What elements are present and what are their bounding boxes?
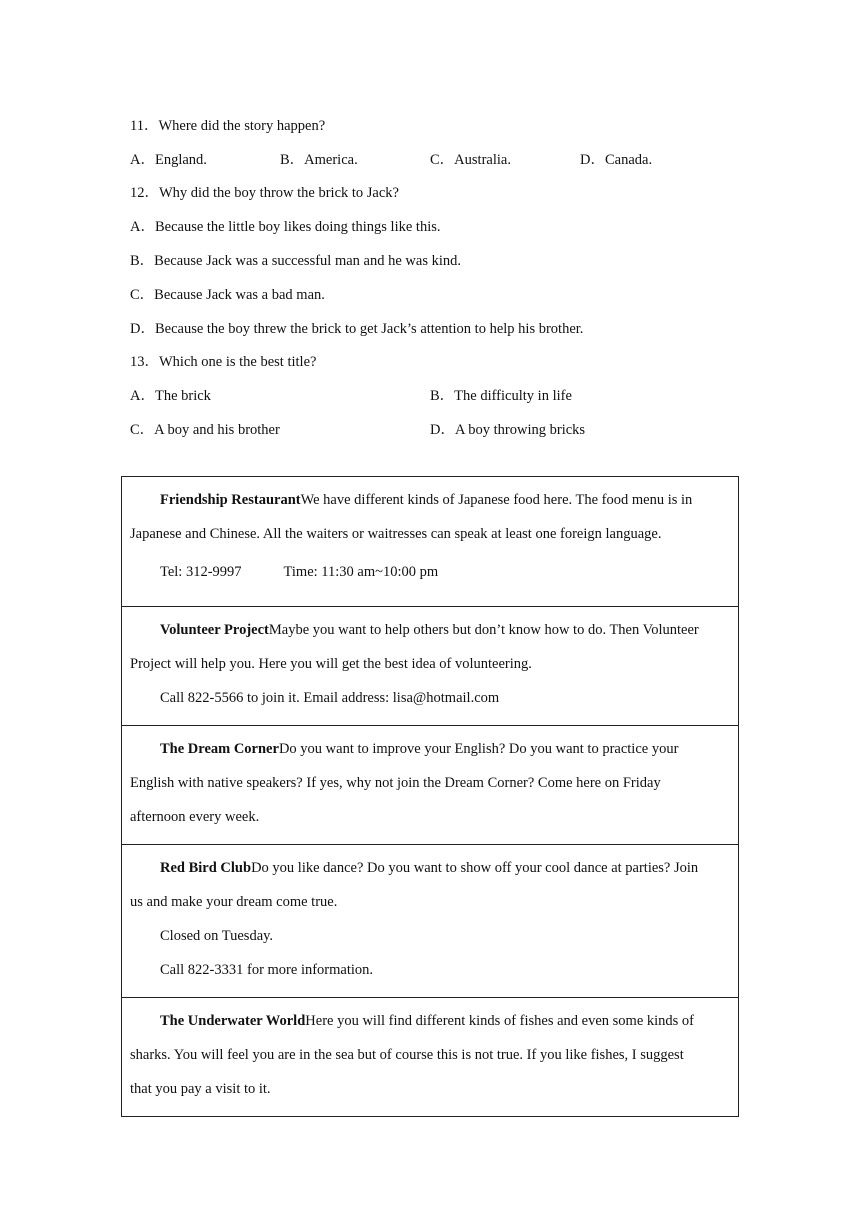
q12-option-d: D．Because the boy threw the brick to get Jack’s attention to help his brother. [130,321,584,337]
ad-underwater-world [122,998,739,1117]
question-12-stem: 12．Why did the boy throw the brick to Jack? [130,185,399,201]
ad-dream-corner [122,726,739,845]
ad-text: Maybe you want to help others but don’t know how to do. Then Volunteer [268,622,699,638]
ad-first-line [130,851,730,885]
ad-tel: Tel: 312-9997 [160,564,242,580]
ad-name: Red Bird Club [160,860,252,876]
ad-text-line: that you pay a visit to it. [130,1081,271,1097]
ads-table [121,476,739,1117]
q13-option-d: D．A boy throwing bricks [430,422,586,438]
q12-option-c: C．Because Jack was a bad man. [130,287,325,303]
q12-option-b: B．Because Jack was a successful man and he was kind. [130,253,461,269]
ad-contact-line: Call 822-5566 to join it. Email address: lisa@hotmail.com [160,690,500,706]
ad-row [122,998,739,1117]
q11-option-a: A．England. [130,152,207,168]
q11-option-b: B．America. [280,152,358,168]
ad-row [122,726,739,845]
question-13-stem: 13．Which one is the best title? [130,354,317,370]
ad-text: Do you like dance? Do you want to show off your cool dance at parties? Join [251,860,699,876]
q12-option-a: A．Because the little boy likes doing things like this. [130,219,441,235]
ad-text-line: Japanese and Chinese. All the waiters or waitresses can speak at least one foreign language. [130,526,662,542]
ad-name: Volunteer Project [160,622,269,638]
ad-name: Friendship Restaurant [160,492,301,508]
q11-option-d: D．Canada. [580,152,653,168]
ad-closed-line: Closed on Tuesday. [160,928,274,944]
ad-text: We have different kinds of Japanese food here. The food menu is in [300,492,693,508]
ad-row [122,477,739,607]
ad-red-bird-club [122,845,739,998]
ad-text: Here you will find different kinds of fishes and even some kinds of [305,1013,695,1029]
ad-name: The Underwater World [160,1013,306,1029]
ad-volunteer-project [122,607,739,726]
q11-option-c: C．Australia. [430,152,511,168]
ad-text-line: us and make your dream come true. [130,894,338,910]
ad-first-line [130,732,730,766]
ad-friendship-restaurant [122,477,739,607]
ad-time: Time: 11:30 am~10:00 pm [283,564,439,580]
question-11-stem: 11．Where did the story happen? [130,118,326,134]
ad-row [122,607,739,726]
ad-first-line [130,483,730,517]
ad-name: The Dream Corner [160,741,279,757]
ad-contact-line [130,555,730,589]
q13-option-b: B．The difficulty in life [430,388,572,404]
ad-text-line: English with native speakers? If yes, why not join the Dream Corner? Come here on Friday [130,775,661,791]
ad-first-line [130,613,730,647]
ad-contact-line: Call 822-3331 for more information. [160,962,374,978]
ad-text-line: sharks. You will feel you are in the sea but of course this is not true. If you like fishes, I suggest [130,1047,684,1063]
ad-text-line: Project will help you. Here you will get the best idea of volunteering. [130,656,532,672]
ad-row [122,845,739,998]
ad-first-line [130,1004,730,1038]
ad-text: Do you want to improve your English? Do you want to practice your [278,741,679,757]
ad-text-line: afternoon every week. [130,809,260,825]
q13-option-a: A．The brick [130,388,211,404]
q13-option-c: C．A boy and his brother [130,422,280,438]
